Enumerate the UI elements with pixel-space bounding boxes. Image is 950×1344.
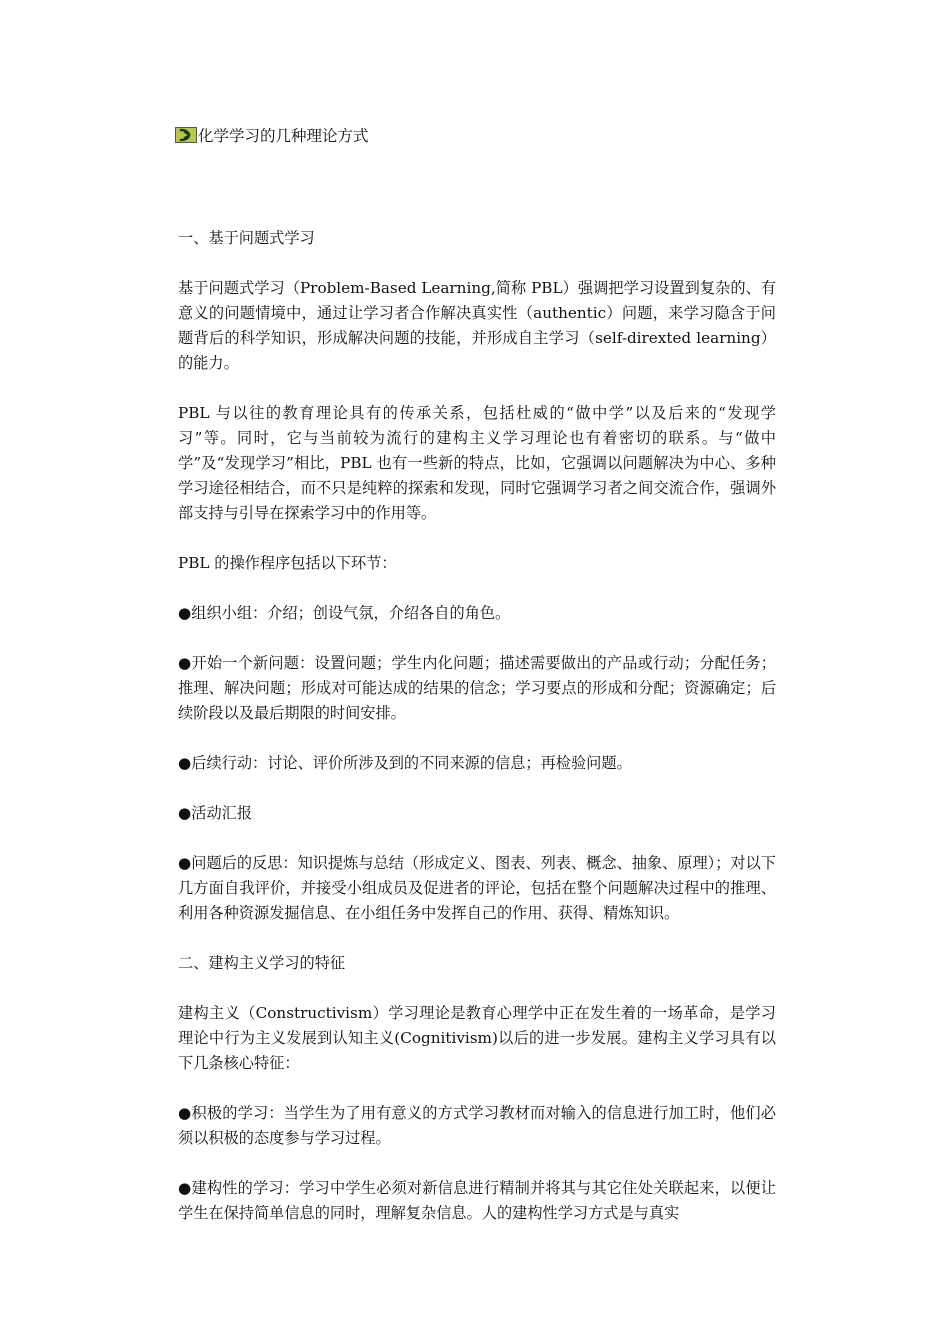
- paragraph-constructivism: 建构主义（Constructivism）学习理论是教育心理学中正在发生着的一场革命，是学习理论中行为主义发展到认知主义(Cognitivism)以后的进一步发展。建构主义学习具有以下几条核心特征：: [178, 1004, 776, 1072]
- list-item-report: ●活动汇报: [178, 804, 253, 822]
- list-item-follow-up: ●后续行动：讨论、评价所涉及到的不同来源的信息；再检验问题。: [178, 754, 632, 772]
- section-heading-constructivism: 二、建构主义学习的特征: [178, 954, 346, 972]
- list-item-constructive-learning: ●建构性的学习：学习中学生必须对新信息进行精制并将其与其它住处关联起来，以便让学生在保持简单信息的同时，理解复杂信息。人的建构性学习方式是与真实: [178, 1179, 776, 1222]
- list-item-group: ●组织小组：介绍；创设气氛，介绍各自的角色。: [178, 604, 511, 622]
- arrow-bullet-icon: [175, 127, 197, 143]
- section-heading-pbl: 一、基于问题式学习: [178, 229, 315, 247]
- paragraph-pbl-procedure: PBL 的操作程序包括以下环节：: [178, 554, 397, 572]
- document-title: 化学学习的几种理论方式: [198, 127, 369, 145]
- list-item-reflection: ●问题后的反思：知识提炼与总结（形成定义、图表、列表、概念、抽象、原理）；对以下几方面自我评价，并接受小组成员及促进者的评论，包括在整个问题解决过程中的推理、利用各种资源发掘信息、在小组任务中发挥自己的作用、获得、精炼知识。: [178, 854, 776, 922]
- document-title-row: [175, 124, 369, 146]
- list-item-new-problem: ●开始一个新问题：设置问题；学生内化问题；描述需要做出的产品或行动；分配任务；推理、解决问题；形成对可能达成的结果的信念；学习要点的形成和分配；资源确定；后续阶段以及最后期限的时间安排。: [178, 654, 776, 722]
- document-body: [178, 226, 776, 1251]
- paragraph-pbl-definition: 基于问题式学习（Problem-Based Learning,简称 PBL）强调把学习设置到复杂的、有意义的问题情境中，通过让学习者合作解决真实性（authentic）问题，来学习隐含于问题背后的科学知识，形成解决问题的技能，并形成自主学习（self-direxted learning）的能力。: [178, 279, 776, 372]
- paragraph-pbl-relations: PBL 与以往的教育理论具有的传承关系，包括杜威的“做中学”以及后来的“发现学习”等。同时，它与当前较为流行的建构主义学习理论也有着密切的联系。与“做中学”及“发现学习”相比，PBL 也有一些新的特点，比如，它强调以问题解决为中心、多种学习途径相结合，而不只是纯粹的探索和发现，同时它强调学习者之间交流合作，强调外部支持与引导在探索学习中的作用等。: [178, 404, 776, 522]
- list-item-active-learning: ●积极的学习：当学生为了用有意义的方式学习教材而对输入的信息进行加工时，他们必须以积极的态度参与学习过程。: [178, 1104, 776, 1147]
